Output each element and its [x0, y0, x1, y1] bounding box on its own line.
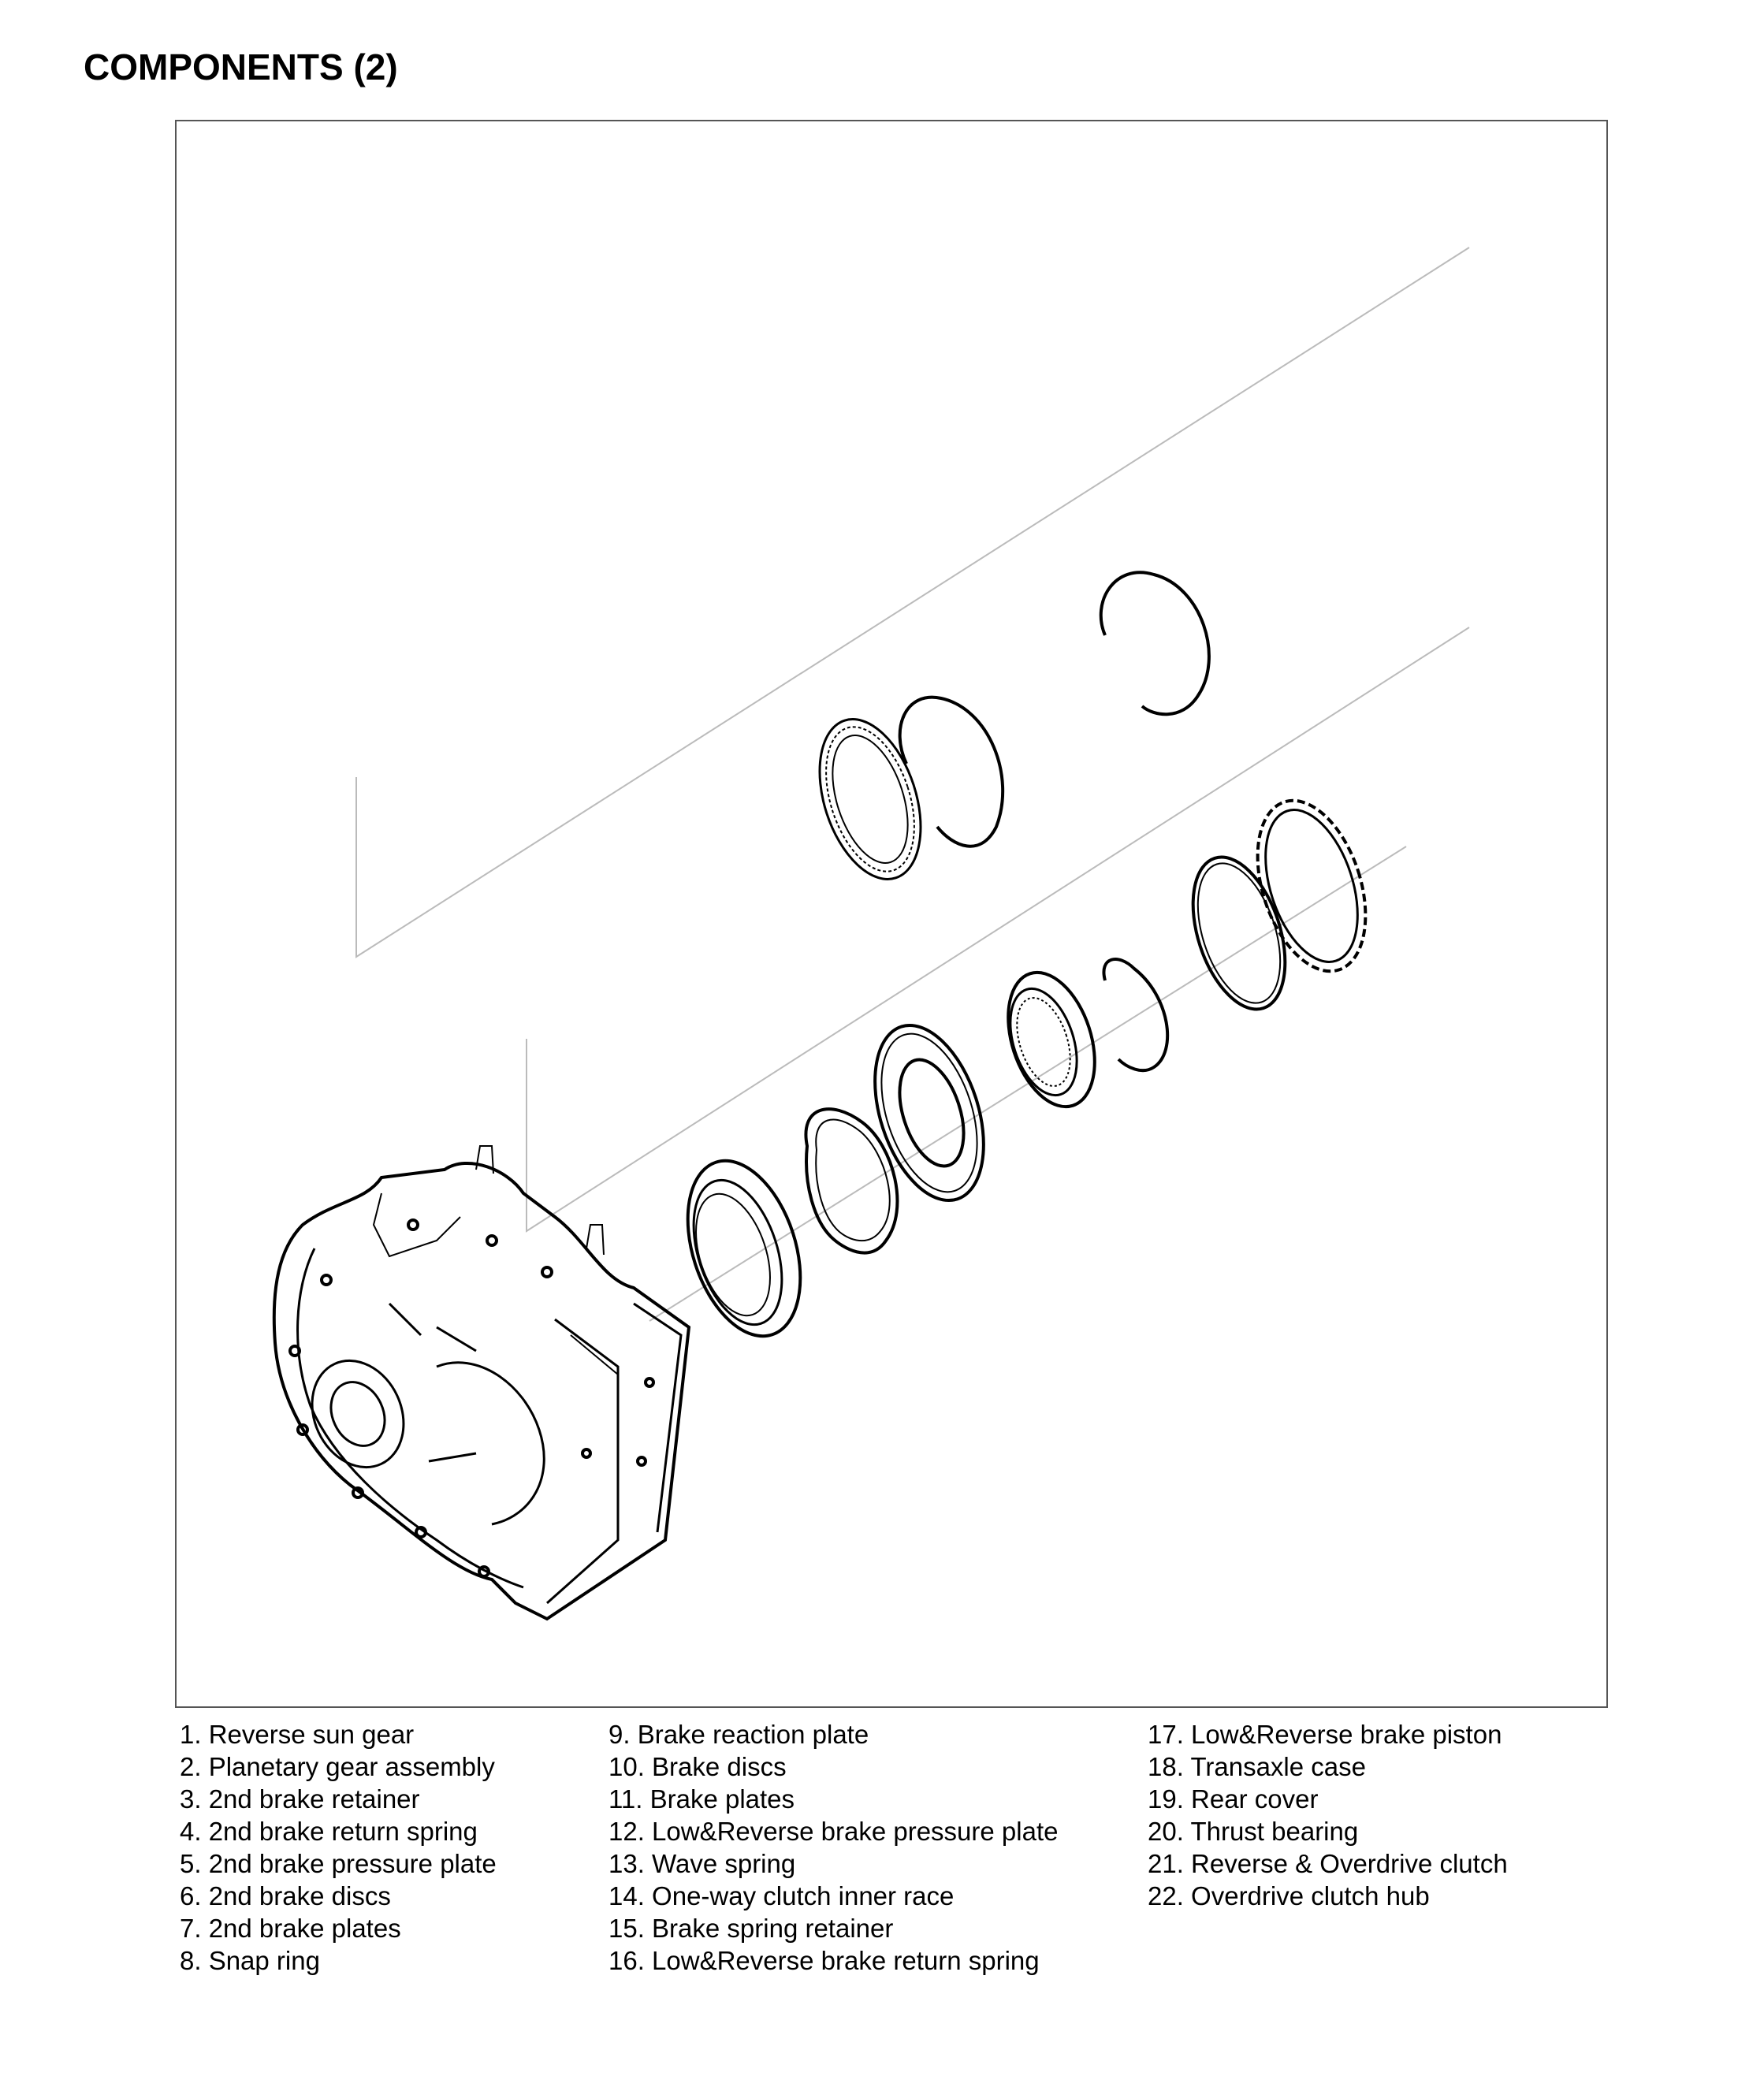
legend-item: 5. 2nd brake pressure plate — [180, 1849, 497, 1878]
legend-item: 11. Brake plates — [608, 1784, 795, 1814]
piston — [668, 1147, 821, 1351]
snap-ring-small — [1103, 959, 1167, 1070]
legend-item: 22. Overdrive clutch hub — [1148, 1881, 1430, 1910]
legend-item: 9. Brake reaction plate — [608, 1720, 869, 1749]
legend-item: 7. 2nd brake plates — [180, 1914, 401, 1943]
legend-item: 8. Snap ring — [180, 1946, 320, 1975]
legend-item: 14. One-way clutch inner race — [608, 1881, 955, 1910]
legend-item: 13. Wave spring — [608, 1849, 796, 1878]
legend-item: 1. Reverse sun gear — [180, 1720, 415, 1749]
legend-item: 16. Low&Reverse brake return spring — [608, 1946, 1040, 1975]
legend-item: 20. Thrust bearing — [1148, 1817, 1359, 1846]
legend-item: 17. Low&Reverse brake piston — [1148, 1720, 1502, 1749]
legend-item: 18. Transaxle case — [1148, 1752, 1366, 1781]
legend-column-2 — [608, 1718, 1058, 1977]
legend-item: 4. 2nd brake return spring — [180, 1817, 478, 1846]
legend-column-1 — [180, 1718, 497, 1977]
snap-ring-upper — [1101, 572, 1209, 714]
legend-item: 6. 2nd brake discs — [180, 1881, 391, 1910]
exploded-view-diagram — [175, 120, 1608, 1708]
legend-item: 15. Brake spring retainer — [608, 1914, 894, 1943]
page-title: COMPONENTS (2) — [84, 47, 398, 87]
legend-item: 19. Rear cover — [1148, 1784, 1319, 1814]
legend-item: 21. Reverse & Overdrive clutch — [1148, 1849, 1508, 1878]
brake-disc — [801, 706, 939, 892]
legend-item: 12. Low&Reverse brake pressure plate — [608, 1817, 1059, 1846]
transaxle-case — [274, 1146, 689, 1619]
legend-item: 10. Brake discs — [608, 1752, 787, 1781]
snap-ring-mid — [900, 698, 1003, 846]
legend-column-3 — [1148, 1718, 1508, 1912]
legend-item: 3. 2nd brake retainer — [180, 1784, 420, 1814]
ring-large — [1176, 846, 1303, 1021]
legend-item: 2. Planetary gear assembly — [180, 1752, 495, 1781]
pressure-plate — [854, 1011, 1003, 1214]
